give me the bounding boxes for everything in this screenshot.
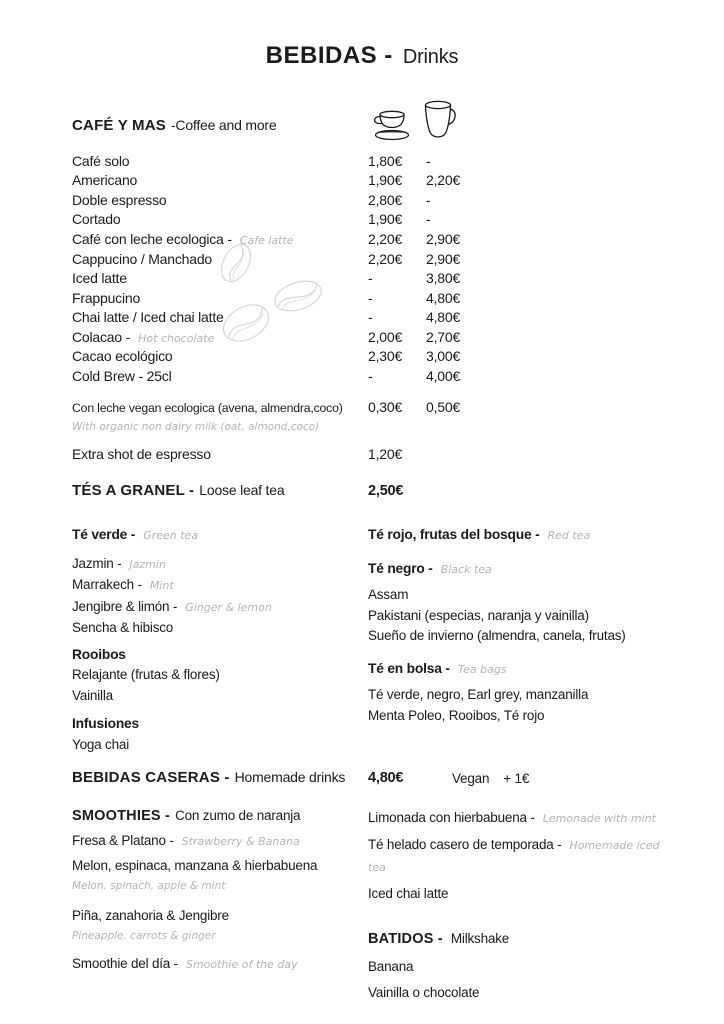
item-name: Extra shot de espresso <box>72 446 211 462</box>
homemade-price: 4,80€ <box>368 770 404 786</box>
item-translation: Ginger & lemon <box>185 600 272 614</box>
menu-item: Melon, espinaca, manzana & hierbabuena <box>72 858 318 873</box>
smoothies-section-header <box>72 807 300 825</box>
item-translation: Strawberry & Banana <box>181 835 300 848</box>
menu-item: Vainilla o chocolate <box>368 985 480 1000</box>
item-name: Americano <box>72 172 138 189</box>
tea-type-header: Infusiones <box>72 716 139 731</box>
price-large-cup: 3,00€ <box>426 348 461 365</box>
menu-item: Assam <box>368 587 409 602</box>
price-large-cup: - <box>426 191 431 208</box>
menu-row <box>72 249 492 269</box>
section-heading <box>72 769 368 787</box>
price-small-cup: 2,20€ <box>368 250 403 267</box>
menu-item: Jazmin - Jazmin <box>72 555 166 571</box>
menu-item: Relajante (frutas & flores) <box>72 667 220 682</box>
smoothies-list <box>72 830 367 975</box>
item-name: Cold Brew - 25cl <box>72 367 172 384</box>
menu-item: Smoothie del día - Smoothie of the day <box>72 956 298 971</box>
espresso-cup-icon <box>367 106 415 142</box>
item-translation: With organic non dairy milk (oat, almond,coco) <box>72 421 320 433</box>
menu-row <box>72 307 492 327</box>
price-small-cup: - <box>368 270 373 287</box>
tea-price: 2,50€ <box>368 483 404 499</box>
menu-row <box>72 366 492 386</box>
menu-row <box>72 171 492 191</box>
item-translation: Melon, spinach, apple & mint <box>72 880 226 892</box>
tea-type-translation: Black tea <box>440 562 492 576</box>
tea-type-header: Té negro - Black tea <box>368 560 492 576</box>
tea-heading-spanish: TÉS A GRANEL - <box>72 482 195 499</box>
item-translation: Smoothie of the day <box>185 958 298 971</box>
homemade-heading-english: Homemade drinks <box>234 769 346 785</box>
smoothies-heading-english: Con zumo de naranja <box>175 808 301 823</box>
coffee-price-list <box>72 151 492 386</box>
menu-item: Piña, zanahoria & Jengibre <box>72 908 229 923</box>
tea-type-header: Té en bolsa - Tea bags <box>368 660 507 676</box>
smoothies-heading-spanish: SMOOTHIES - <box>72 808 171 824</box>
item-name: Café con leche ecologica - Cafe latte <box>72 230 294 247</box>
coffee-heading-spanish: CAFÉ Y MAS <box>72 117 166 134</box>
menu-item: Limonada con hierbabuena - Lemonade with mint <box>368 810 656 825</box>
menu-item: Jengibre & limón - Ginger & lemon <box>72 598 272 614</box>
coffee-section-header <box>72 117 276 135</box>
menu-row <box>72 327 492 347</box>
item-name: Café solo <box>72 152 130 169</box>
vegan-surcharge <box>452 771 652 786</box>
extra-shot-row <box>72 446 552 462</box>
tea-heading-english: Loose leaf tea <box>199 482 285 498</box>
item-name: Cortado <box>72 211 121 228</box>
tea-type-header: Té verde - Green tea <box>72 527 199 542</box>
price-small-cup: - <box>368 289 373 306</box>
tea-right-column <box>368 525 668 726</box>
menu-row <box>72 229 492 249</box>
price-large-cup: 4,00€ <box>426 367 461 384</box>
price-small-cup: 2,80€ <box>368 191 403 208</box>
menu-row <box>72 268 492 288</box>
menu-item: Marrakech - Mint <box>72 577 174 592</box>
homemade-heading-spanish: BEBIDAS CASERAS - <box>72 769 230 786</box>
section-heading <box>72 482 368 500</box>
tea-type-translation: Red tea <box>547 529 591 542</box>
price-large-cup: 4,80€ <box>426 309 461 326</box>
vegan-label: Vegan <box>452 770 490 786</box>
price-small-cup: - <box>368 367 373 384</box>
tea-type-translation: Green tea <box>143 529 199 542</box>
menu-item: Té verde, negro, Earl grey, manzanilla <box>368 687 589 702</box>
price-large-cup: 4,80€ <box>426 289 461 306</box>
menu-row <box>72 210 492 230</box>
menu-item: Yoga chai <box>72 736 130 752</box>
item-translation: Cafe latte <box>239 233 294 247</box>
loose-tea-section-header <box>72 482 552 500</box>
menu-row <box>72 151 492 171</box>
homemade-section-header <box>72 769 652 787</box>
item-name: Cappucino / Manchado <box>72 250 212 267</box>
title-spanish: BEBIDAS - <box>265 42 393 69</box>
item-translation: Mint <box>149 579 174 592</box>
other-drinks-column <box>368 807 678 1003</box>
menu-item: Sueño de invierno (almendra, canela, frutas) <box>368 628 626 643</box>
item-name: Con leche vegan ecologica (avena, almendra,coco) With organic non dairy milk (oat, almond,coco) <box>72 399 368 433</box>
menu-item: Sencha & hibisco <box>72 620 174 635</box>
price-small-cup: 1,80€ <box>368 152 403 169</box>
menu-item: Fresa & Platano - Strawberry & Banana <box>72 833 300 848</box>
price-large-cup: 2,20€ <box>426 172 461 189</box>
menu-row <box>72 190 492 210</box>
price-small-cup: 2,00€ <box>368 328 403 345</box>
menu-item: Banana <box>368 959 414 974</box>
price-small-cup: 1,90€ <box>368 172 403 189</box>
menu-row <box>72 288 492 308</box>
price-small-cup: 1,90€ <box>368 211 403 228</box>
mug-icon <box>421 98 459 142</box>
item-name: Doble espresso <box>72 191 167 208</box>
tea-type-header: Té rojo, frutas del bosque - Red tea <box>368 527 591 542</box>
price-large-cup: 2,70€ <box>426 328 461 345</box>
item-price: 1,20€ <box>368 446 403 462</box>
item-translation: Jazmin <box>129 557 166 571</box>
item-translation: Pineapple, carrots & ginger <box>72 930 216 942</box>
tea-type-translation: Tea bags <box>457 662 507 676</box>
price-small-cup: - <box>368 309 373 326</box>
price-small-cup: 0,30€ <box>368 399 403 415</box>
batidos-section-header <box>368 928 678 950</box>
price-small-cup: 2,30€ <box>368 348 403 365</box>
menu-item: Té helado casero de temporada - Homemade iced tea <box>368 837 660 874</box>
tea-type-header: Rooibos <box>72 646 126 662</box>
vegan-milk-row <box>72 399 552 433</box>
coffee-heading-english: -Coffee and more <box>170 117 277 133</box>
item-name: Frappucino <box>72 289 141 306</box>
menu-item: Iced chai latte <box>368 886 449 901</box>
price-large-cup: 0,50€ <box>426 399 461 415</box>
page-title <box>0 42 724 70</box>
price-small-cup: 2,20€ <box>368 230 403 247</box>
menu-item: Pakistani (especias, naranja y vainilla) <box>368 607 589 623</box>
batidos-heading-spanish: BATIDOS - <box>368 931 443 947</box>
price-large-cup: 2,90€ <box>426 250 461 267</box>
menu-row <box>72 346 492 366</box>
vegan-extra-price: + 1€ <box>503 770 530 786</box>
item-translation: Homemade iced tea <box>368 839 660 874</box>
item-name: Cacao ecológico <box>72 348 173 365</box>
menu-item: Vainilla <box>72 687 113 703</box>
title-english: Drinks <box>402 46 459 68</box>
price-large-cup: - <box>426 211 431 228</box>
menu-item: Menta Poleo, Rooibos, Té rojo <box>368 707 545 723</box>
price-large-cup: 3,80€ <box>426 270 461 287</box>
item-translation: Lemonade with mint <box>542 812 656 825</box>
price-large-cup: - <box>426 152 431 169</box>
item-name: Chai latte / Iced chai latte <box>72 309 224 326</box>
batidos-heading-english: Milkshake <box>450 931 510 946</box>
item-name: Iced latte <box>72 270 127 287</box>
tea-left-column <box>72 525 372 755</box>
price-large-cup: 2,90€ <box>426 230 461 247</box>
item-translation: Hot chocolate <box>138 331 215 345</box>
item-name: Colacao - Hot chocolate <box>72 328 215 345</box>
